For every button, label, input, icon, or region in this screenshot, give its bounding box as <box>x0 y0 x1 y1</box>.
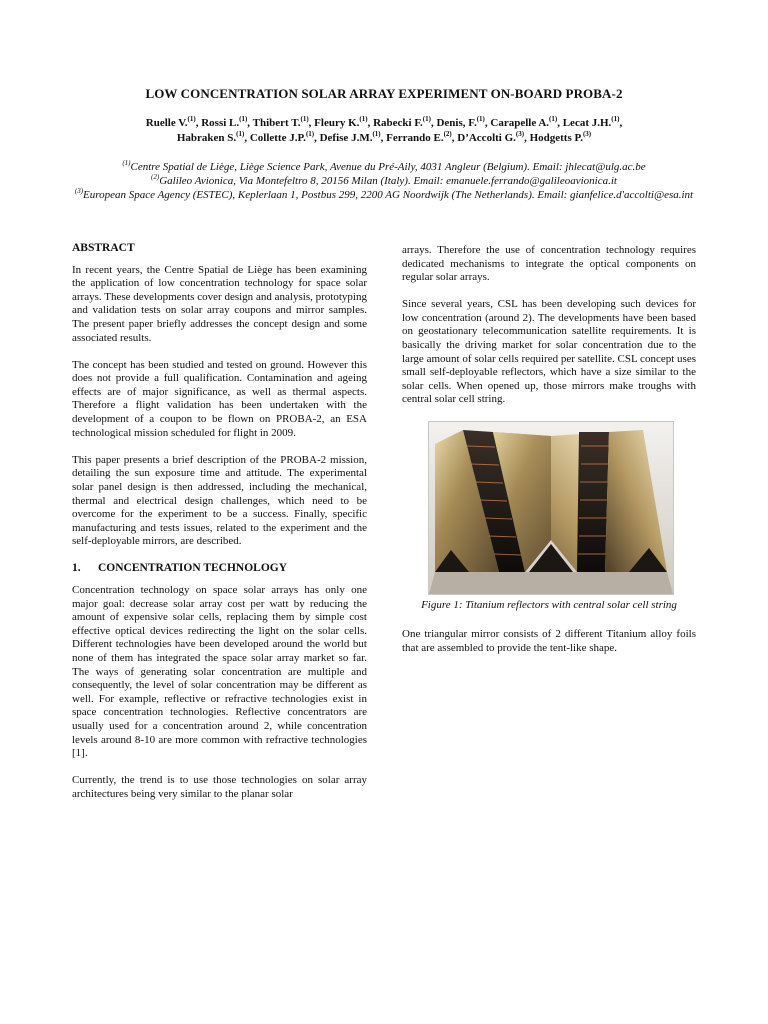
author-affiliation-mark: (2) <box>443 130 452 138</box>
author-affiliation-mark: (1) <box>611 115 620 123</box>
author-list <box>60 116 708 146</box>
right-column <box>402 244 696 669</box>
author-affiliation-mark: (1) <box>236 130 245 138</box>
author-affiliation-mark: (1) <box>359 115 368 123</box>
author-name: Hodgetts P. <box>529 132 583 144</box>
affiliation-text: Galileo Avionica, Via Montefeltro 8, 20156 Milan (Italy). Email: emanuele.ferrando@galileoavionica.it <box>159 175 617 187</box>
author-separator: , <box>430 117 437 129</box>
author-affiliation-mark: (1) <box>305 130 315 138</box>
author-affiliation-mark: (1) <box>187 115 196 123</box>
author-separator: , <box>195 117 202 129</box>
abstract-paragraph-3: This paper presents a brief description of the PROBA-2 mission, detailing the sun exposure time and attitude. The experimental solar panel design is then addressed, including the mechanical, thermal and electrical design challenges, which need to be overcome for the experiment to be a success. Finally, specific manufacturing and tests issues, related to the experiment and the self-deployable mirrors, are described. <box>72 453 367 548</box>
affiliation-text: Centre Spatial de Liège, Liège Science Park, Avenue du Pré-Aily, 4031 Angleur (Belgium). Email: jhlecat@ulg.ac.be <box>130 161 646 173</box>
author-affiliation-mark: (1) <box>372 130 381 138</box>
author-name: Defise J.M. <box>319 132 373 144</box>
author-name: Ruelle V. <box>145 117 188 129</box>
author-name: Carapelle A. <box>490 117 550 129</box>
affiliation-line <box>60 188 708 202</box>
author-name: Lecat J.H. <box>562 117 612 129</box>
author-affiliation-mark: (1) <box>476 115 485 123</box>
author-separator: , <box>451 132 458 144</box>
author-separator: , <box>314 132 320 144</box>
author-name: Collette J.P. <box>249 132 306 144</box>
author-affiliation-mark: (1) <box>422 115 431 123</box>
section-1-number: 1. <box>72 562 81 575</box>
author-name: Rabecki F. <box>373 117 423 129</box>
right-paragraph-3: One triangular mirror consists of 2 different Titanium alloy foils that are assembled to provide the tent-like shape. <box>402 628 696 654</box>
author-separator: , <box>367 117 374 129</box>
author-separator: , <box>484 117 491 129</box>
affiliation-list <box>60 160 708 202</box>
affiliation-line <box>60 160 708 174</box>
author-name: Rossi L. <box>201 117 240 129</box>
left-column <box>72 242 367 815</box>
author-affiliation-mark: (3) <box>515 130 525 138</box>
affiliation-mark: (2) <box>151 173 160 181</box>
paper-title: LOW CONCENTRATION SOLAR ARRAY EXPERIMENT ON-BOARD PROBA-2 <box>145 86 623 101</box>
author-separator: , <box>524 132 530 144</box>
abstract-paragraph-2: The concept has been studied and tested on ground. However this does not provide a full qualification. Contamination and ageing effects are of major significance, as well as thermal aspects. Therefore a flight validation has been undertaken with the development of a coupon to be flown on PROBA-2, an ESA technological mission scheduled for flight in 2009. <box>72 358 367 439</box>
abstract-paragraph-1: In recent years, the Centre Spatial de Liège has been examining the application of low concentration technology for space solar arrays. These developments cover design and analysis, prototyping and validation tests on solar array coupons and mirror samples. The present paper briefly addresses the concept design and some associated results. <box>72 263 367 344</box>
right-paragraph-1: arrays. Therefore the use of concentration technology requires dedicated mechanisms to integrate the optical components on regular solar arrays. <box>402 244 696 284</box>
figure-1-photo <box>428 421 674 595</box>
author-separator: , <box>308 117 315 129</box>
author-name: D’Accolti G. <box>457 132 516 144</box>
section-1-heading <box>72 562 367 576</box>
author-name: Denis, F. <box>436 117 477 129</box>
affiliation-mark: (3) <box>74 187 84 195</box>
author-separator: , <box>247 117 253 129</box>
author-separator: , <box>619 117 623 129</box>
author-affiliation-mark: (3) <box>582 130 592 138</box>
solar-reflector-photo <box>429 422 673 594</box>
section-1-title: CONCENTRATION TECHNOLOGY <box>98 562 288 575</box>
author-separator: , <box>244 132 250 144</box>
author-name: Habraken S. <box>176 132 237 144</box>
author-separator: , <box>557 117 563 129</box>
affiliation-text: European Space Agency (ESTEC), Keplerlaan 1, Postbus 299, 2200 AG Noordwijk (The Netherlands). Email: gianfelice.d'accolti@esa.int <box>83 189 694 201</box>
author-affiliation-mark: (1) <box>300 115 309 123</box>
abstract-heading: ABSTRACT <box>72 242 135 254</box>
affiliation-line <box>60 174 708 188</box>
figure-1-caption: Figure 1: Titanium reflectors with central solar cell string <box>421 598 677 611</box>
author-affiliation-mark: (1) <box>239 115 248 123</box>
affiliation-mark: (1) <box>122 159 131 167</box>
author-name: Fleury K. <box>314 117 360 129</box>
author-separator: , <box>380 132 387 144</box>
right-paragraph-2: Since several years, CSL has been developing such devices for low concentration (around 2). The developments have been based on geostationary telecommunication satellite requirements. It is basically the driving market for solar concentration due to the large amount of solar cells required per satellite. CSL concept uses small self-deployable reflectors, which have a size similar to the solar cells. When opened up, those mirrors make troughs with central solar cell string. <box>402 298 696 406</box>
author-affiliation-mark: (1) <box>549 115 558 123</box>
author-name: Ferrando E. <box>386 132 444 144</box>
section-1-paragraph-2: Currently, the trend is to use those technologies on solar array architectures being very similar to the planar solar <box>72 774 367 800</box>
author-name: Thibert T. <box>252 117 301 129</box>
section-1-paragraph-1: Concentration technology on space solar arrays has only one major goal: decrease solar array cost per watt by reducing the amount of expensive solar cells, replacing them by simple cost effective optical devices redirecting the light on the solar cells. Different technologies have been developed around the world but none of them has integrated the space solar array market so far. The ways of generating solar concentration are multiple and consequently, the level of solar concentration may be different as well. For example, reflective or refractive technologies exist in space concentration technologies. Reflective concentrators are usually used for a concentration around 2, while concentration levels around 8-10 are more common with refractive technologies [1]. <box>72 583 367 760</box>
